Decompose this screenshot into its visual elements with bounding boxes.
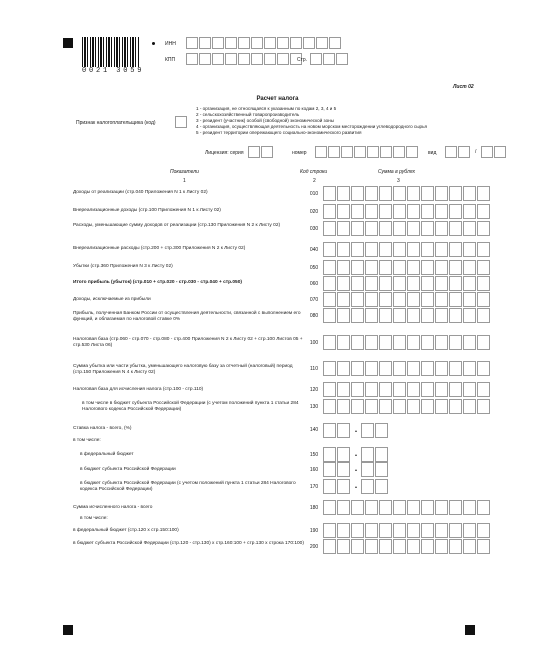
entry-cell[interactable] xyxy=(379,500,392,515)
amount-field-100[interactable] xyxy=(323,335,491,350)
entry-cell[interactable] xyxy=(477,539,490,554)
entry-cell[interactable] xyxy=(375,447,388,462)
entry-cell[interactable] xyxy=(463,260,476,275)
entry-cell[interactable] xyxy=(361,423,374,438)
row-label-010: Доходы от реализации (стр.040 Приложения N 1 к Листу 02) xyxy=(73,190,208,195)
license-series-label: Лицензия: серия xyxy=(205,150,244,156)
entry-cell[interactable] xyxy=(421,204,434,219)
entry-cell[interactable] xyxy=(463,361,476,376)
entry-cell[interactable] xyxy=(407,308,420,323)
entry-cell[interactable] xyxy=(379,361,392,376)
row-label-070: Доходы, исключаемые из прибыли xyxy=(73,297,151,302)
entry-cell[interactable] xyxy=(477,382,490,397)
entry-cell[interactable] xyxy=(393,523,406,538)
entry-cell[interactable] xyxy=(449,308,462,323)
entry-cell[interactable] xyxy=(365,539,378,554)
entry-cell[interactable] xyxy=(337,335,350,350)
entry-cell[interactable] xyxy=(323,479,336,494)
row-label-100: Налоговая база (стр.060 - стр.070 - стр.080 - стр.400 Приложения N 2 к Листу 02 + стр.100 Листов 05 + стр.530 Листа 06) xyxy=(73,337,303,348)
taxpayer-option-5: 5 - резидент территории опережающего социально-экономического развития xyxy=(196,130,362,135)
license-slash: / xyxy=(475,149,477,155)
row-code-040: 040 xyxy=(309,247,319,253)
row-code-080: 080 xyxy=(309,313,319,319)
page-field[interactable] xyxy=(310,53,349,65)
row-code-050: 050 xyxy=(309,265,319,271)
inn-label: ИНН xyxy=(165,41,176,47)
entry-cell[interactable] xyxy=(379,382,392,397)
entry-cell[interactable] xyxy=(337,276,350,291)
entry-cell[interactable] xyxy=(449,335,462,350)
entry-cell[interactable] xyxy=(477,399,490,414)
license-number-field[interactable] xyxy=(315,146,419,158)
entry-cell[interactable] xyxy=(323,500,336,515)
corner-marker-bottom-left xyxy=(63,625,73,635)
entry-cell[interactable] xyxy=(421,276,434,291)
entry-cell[interactable] xyxy=(421,292,434,307)
rate-field-170[interactable] xyxy=(323,479,389,494)
entry-cell[interactable] xyxy=(421,523,434,538)
entry-cell[interactable] xyxy=(435,539,448,554)
corner-marker-top-left xyxy=(63,38,73,48)
entry-cell[interactable] xyxy=(323,523,336,538)
entry-cell[interactable] xyxy=(361,479,374,494)
entry-cell[interactable] xyxy=(421,361,434,376)
entry-cell[interactable] xyxy=(337,242,350,257)
entry-cell[interactable] xyxy=(435,399,448,414)
row-code-110: 110 xyxy=(310,366,318,372)
rate-field-140[interactable] xyxy=(323,423,389,438)
amount-field-200[interactable] xyxy=(323,539,491,554)
row-code-130: 130 xyxy=(309,404,319,410)
entry-cell[interactable] xyxy=(351,308,364,323)
entry-cell[interactable] xyxy=(449,292,462,307)
entry-cell[interactable] xyxy=(351,221,364,236)
license-type-field-2[interactable] xyxy=(481,146,507,158)
entry-cell[interactable] xyxy=(365,242,378,257)
entry-cell[interactable] xyxy=(337,423,350,438)
entry-cell[interactable] xyxy=(477,523,490,538)
sheet-number: Лист 02 xyxy=(453,84,474,90)
entry-cell[interactable] xyxy=(337,523,350,538)
entry-cell[interactable] xyxy=(375,462,388,477)
entry-cell[interactable] xyxy=(435,204,448,219)
entry-cell[interactable] xyxy=(463,221,476,236)
entry-cell[interactable] xyxy=(435,361,448,376)
entry-cell[interactable] xyxy=(463,204,476,219)
amount-field-130[interactable] xyxy=(323,399,491,414)
entry-cell[interactable] xyxy=(421,186,434,201)
entry-cell[interactable] xyxy=(337,539,350,554)
entry-cell[interactable] xyxy=(351,523,364,538)
entry-cell[interactable] xyxy=(351,292,364,307)
entry-cell[interactable] xyxy=(421,260,434,275)
inn-field[interactable] xyxy=(186,37,342,49)
row-code-140: 140 xyxy=(309,427,319,433)
entry-cell[interactable] xyxy=(393,382,406,397)
header-dot xyxy=(152,42,155,45)
entry-cell[interactable] xyxy=(421,500,434,515)
entry-cell[interactable] xyxy=(379,292,392,307)
row-label-170: в бюджет субъекта Российской Федерации (с учетом положений пункта 1 статьи 284 Налогового кодекса Российской Федерации) xyxy=(80,481,296,492)
rate-field-150[interactable] xyxy=(323,447,389,462)
entry-cell[interactable] xyxy=(435,335,448,350)
entry-cell[interactable] xyxy=(449,361,462,376)
entry-cell[interactable] xyxy=(351,186,364,201)
row-label-080: Прибыль, полученная Банком России от осуществления деятельности, связанной с выполнением его функций, и облагаемая по налоговой ставке 0% xyxy=(73,311,301,322)
row-label-120: Налоговая база для исчисления налога (стр.100 - стр.110) xyxy=(73,387,204,392)
entry-cell[interactable] xyxy=(449,500,462,515)
row-code-010: 010 xyxy=(309,191,319,197)
entry-cell[interactable] xyxy=(337,260,350,275)
entry-cell[interactable] xyxy=(323,308,336,323)
entry-cell[interactable] xyxy=(379,221,392,236)
entry-cell[interactable] xyxy=(337,186,350,201)
row-code-120: 120 xyxy=(309,387,319,393)
row-label-040: Внереализационные расходы (стр.200 + стр.300 Приложения N 2 к Листу 02) xyxy=(73,246,246,251)
row-label-130: в том числе в бюджет субъекта Российской Федерации (с учетом положений пункта 1 статьи 284 Налогового кодекса Российской Федерации) xyxy=(82,401,299,412)
entry-cell[interactable] xyxy=(365,382,378,397)
entry-cell[interactable] xyxy=(393,276,406,291)
entry-cell[interactable] xyxy=(449,276,462,291)
entry-cell[interactable] xyxy=(477,308,490,323)
kpp-field[interactable] xyxy=(186,53,303,65)
entry-cell[interactable] xyxy=(407,382,420,397)
entry-cell[interactable] xyxy=(393,292,406,307)
entry-cell[interactable] xyxy=(365,221,378,236)
entry-cell[interactable] xyxy=(421,539,434,554)
amount-field-070[interactable] xyxy=(323,292,491,307)
entry-cell[interactable] xyxy=(463,292,476,307)
entry-cell[interactable] xyxy=(435,382,448,397)
entry-cell[interactable] xyxy=(323,361,336,376)
entry-cell[interactable] xyxy=(449,186,462,201)
row-label-050: Убытки (стр.360 Приложения N 3 к Листу 02) xyxy=(73,264,173,269)
entry-cell[interactable] xyxy=(365,335,378,350)
amount-field-180[interactable] xyxy=(323,500,491,515)
column-number-2: 2 xyxy=(313,178,316,184)
entry-cell[interactable] xyxy=(477,292,490,307)
entry-cell[interactable] xyxy=(477,242,490,257)
entry-cell[interactable] xyxy=(365,500,378,515)
license-number-label: номер xyxy=(292,150,307,156)
entry-cell[interactable] xyxy=(361,447,374,462)
taxpayer-option-1: 1 - организация, не относящаяся к указанным по кодам 2, 3, 4 и 5 xyxy=(196,106,337,111)
row-label-020: Внереализационные доходы (стр.100 Приложения N 1 к Листу 02) xyxy=(73,208,221,213)
entry-cell[interactable] xyxy=(379,242,392,257)
taxpayer-option-2: 2 - сельскохозяйственный товаропроизводитель xyxy=(196,112,300,117)
entry-cell[interactable] xyxy=(407,539,420,554)
entry-cell[interactable] xyxy=(435,260,448,275)
license-type-field-1[interactable] xyxy=(445,146,471,158)
entry-cell[interactable] xyxy=(449,539,462,554)
entry-cell[interactable] xyxy=(407,500,420,515)
row-code-160: 160 xyxy=(309,467,319,473)
row-label-140: Ставка налога - всего, (%) xyxy=(73,426,132,431)
entry-cell[interactable] xyxy=(379,335,392,350)
entry-cell[interactable] xyxy=(407,276,420,291)
entry-cell[interactable] xyxy=(407,260,420,275)
entry-cell[interactable] xyxy=(337,382,350,397)
amount-field-110[interactable] xyxy=(323,361,491,376)
entry-cell[interactable] xyxy=(365,260,378,275)
amount-field-030[interactable] xyxy=(323,221,491,236)
license-series-field[interactable] xyxy=(248,146,274,158)
entry-cell[interactable] xyxy=(337,479,350,494)
page-label: Стр. xyxy=(297,57,308,63)
entry-cell[interactable] xyxy=(393,221,406,236)
entry-cell[interactable] xyxy=(323,242,336,257)
entry-cell[interactable] xyxy=(365,204,378,219)
entry-cell[interactable] xyxy=(463,308,476,323)
entry-cell[interactable] xyxy=(351,204,364,219)
entry-cell[interactable] xyxy=(351,361,364,376)
entry-cell[interactable] xyxy=(337,361,350,376)
entry-cell[interactable] xyxy=(365,186,378,201)
taxpayer-sign-field[interactable] xyxy=(175,116,188,128)
entry-cell[interactable] xyxy=(337,221,350,236)
taxpayer-option-4: 4 - организация, осуществляющая деятельность на новом морском месторождении углеводородного сырья xyxy=(196,124,427,129)
entry-cell[interactable] xyxy=(323,447,336,462)
entry-cell[interactable] xyxy=(449,204,462,219)
entry-cell[interactable] xyxy=(323,423,336,438)
entry-cell[interactable] xyxy=(365,361,378,376)
entry-cell[interactable] xyxy=(421,335,434,350)
row-code-170: 170 xyxy=(309,484,319,490)
entry-cell[interactable] xyxy=(435,242,448,257)
entry-cell[interactable] xyxy=(365,523,378,538)
entry-cell[interactable] xyxy=(421,382,434,397)
entry-cell[interactable] xyxy=(477,500,490,515)
taxpayer-option-3: 3 - резидент (участник) особой (свободной) экономической зоны xyxy=(196,118,334,123)
entry-cell[interactable] xyxy=(463,523,476,538)
entry-cell[interactable] xyxy=(421,399,434,414)
row-label-150: в федеральный бюджет xyxy=(80,452,134,457)
entry-cell[interactable] xyxy=(477,276,490,291)
decimal-point: . xyxy=(354,424,358,434)
entry-cell[interactable] xyxy=(379,276,392,291)
entry-cell[interactable] xyxy=(477,335,490,350)
entry-cell[interactable] xyxy=(379,308,392,323)
entry-cell[interactable] xyxy=(435,186,448,201)
row-code-060: 060 xyxy=(309,281,319,287)
entry-cell[interactable] xyxy=(463,382,476,397)
row-code-070: 070 xyxy=(309,297,319,303)
entry-cell[interactable] xyxy=(393,186,406,201)
entry-cell[interactable] xyxy=(477,361,490,376)
entry-cell[interactable] xyxy=(393,399,406,414)
entry-cell[interactable] xyxy=(351,335,364,350)
entry-cell[interactable] xyxy=(365,276,378,291)
rate-field-160[interactable] xyxy=(323,462,389,477)
entry-cell[interactable] xyxy=(463,276,476,291)
entry-cell[interactable] xyxy=(393,500,406,515)
decimal-point: . xyxy=(354,463,358,473)
entry-cell[interactable] xyxy=(477,221,490,236)
row-label-including-2: в том числе: xyxy=(80,516,108,521)
entry-cell[interactable] xyxy=(407,399,420,414)
entry-cell[interactable] xyxy=(463,399,476,414)
entry-cell[interactable] xyxy=(323,276,336,291)
entry-cell[interactable] xyxy=(407,221,420,236)
entry-cell[interactable] xyxy=(477,260,490,275)
entry-cell[interactable] xyxy=(407,242,420,257)
entry-cell[interactable] xyxy=(379,399,392,414)
decimal-point: . xyxy=(354,480,358,490)
amount-field-120[interactable] xyxy=(323,382,491,397)
entry-cell[interactable] xyxy=(337,447,350,462)
entry-cell[interactable] xyxy=(393,308,406,323)
entry-cell[interactable] xyxy=(323,539,336,554)
row-label-160: в бюджет субъекта Российской Федерации xyxy=(80,467,176,472)
amount-field-190[interactable] xyxy=(323,523,491,538)
entry-cell[interactable] xyxy=(393,539,406,554)
entry-cell[interactable] xyxy=(393,242,406,257)
entry-cell[interactable] xyxy=(435,308,448,323)
entry-cell[interactable] xyxy=(435,523,448,538)
row-code-180: 180 xyxy=(309,505,319,511)
entry-cell[interactable] xyxy=(393,361,406,376)
entry-cell[interactable] xyxy=(337,462,350,477)
entry-cell[interactable] xyxy=(323,399,336,414)
entry-cell[interactable] xyxy=(351,539,364,554)
row-label-180: Сумма исчисленного налога - всего xyxy=(73,505,153,510)
entry-cell[interactable] xyxy=(449,523,462,538)
entry-cell[interactable] xyxy=(407,186,420,201)
entry-cell[interactable] xyxy=(463,539,476,554)
entry-cell[interactable] xyxy=(351,399,364,414)
entry-cell[interactable] xyxy=(463,186,476,201)
entry-cell[interactable] xyxy=(435,500,448,515)
entry-cell[interactable] xyxy=(421,242,434,257)
corner-marker-bottom-right xyxy=(465,625,475,635)
entry-cell[interactable] xyxy=(435,221,448,236)
entry-cell[interactable] xyxy=(379,539,392,554)
entry-cell[interactable] xyxy=(361,462,374,477)
entry-cell[interactable] xyxy=(375,423,388,438)
entry-cell[interactable] xyxy=(365,399,378,414)
entry-cell[interactable] xyxy=(365,308,378,323)
entry-cell[interactable] xyxy=(463,335,476,350)
entry-cell[interactable] xyxy=(393,335,406,350)
entry-cell[interactable] xyxy=(337,204,350,219)
entry-cell[interactable] xyxy=(323,204,336,219)
row-code-030: 030 xyxy=(309,226,319,232)
entry-cell[interactable] xyxy=(449,382,462,397)
amount-field-010[interactable] xyxy=(323,186,491,201)
entry-cell[interactable] xyxy=(463,500,476,515)
column-number-1: 1 xyxy=(183,178,186,184)
entry-cell[interactable] xyxy=(337,292,350,307)
row-code-150: 150 xyxy=(309,452,319,458)
entry-cell[interactable] xyxy=(407,335,420,350)
entry-cell[interactable] xyxy=(351,382,364,397)
row-code-020: 020 xyxy=(309,209,319,215)
entry-cell[interactable] xyxy=(365,292,378,307)
entry-cell[interactable] xyxy=(477,204,490,219)
entry-cell[interactable] xyxy=(323,260,336,275)
row-label-060: Итого прибыль (убыток) (стр.010 + стр.020 - стр.030 - стр.040 + стр.050) xyxy=(73,280,242,285)
amount-field-060[interactable] xyxy=(323,276,491,291)
entry-cell[interactable] xyxy=(421,221,434,236)
entry-cell[interactable] xyxy=(337,308,350,323)
entry-cell[interactable] xyxy=(449,260,462,275)
barcode xyxy=(82,37,140,67)
entry-cell[interactable] xyxy=(449,221,462,236)
decimal-point: . xyxy=(354,448,358,458)
entry-cell[interactable] xyxy=(351,242,364,257)
row-label-030: Расходы, уменьшающие сумму доходов от реализации (стр.130 Приложения N 2 к Листу 02) xyxy=(73,223,281,228)
amount-field-050[interactable] xyxy=(323,260,491,275)
row-label-200: в бюджет субъекта Российской Федерации (стр.120 - стр.130) х стр.160:100 + стр.130 х строка 170:100) xyxy=(73,541,304,546)
entry-cell[interactable] xyxy=(323,462,336,477)
license-type-label: вид xyxy=(428,150,437,156)
row-code-200: 200 xyxy=(309,544,319,550)
column-indicators: Показатели xyxy=(170,169,199,175)
entry-cell[interactable] xyxy=(379,260,392,275)
row-code-100: 100 xyxy=(309,340,319,346)
entry-cell[interactable] xyxy=(323,335,336,350)
entry-cell[interactable] xyxy=(393,260,406,275)
entry-cell[interactable] xyxy=(337,500,350,515)
entry-cell[interactable] xyxy=(407,204,420,219)
entry-cell[interactable] xyxy=(379,204,392,219)
entry-cell[interactable] xyxy=(449,399,462,414)
amount-field-020[interactable] xyxy=(323,204,491,219)
entry-cell[interactable] xyxy=(375,479,388,494)
entry-cell[interactable] xyxy=(421,308,434,323)
row-label-190: в федеральный бюджет (стр.120 х стр.150:100) xyxy=(73,528,179,533)
entry-cell[interactable] xyxy=(351,500,364,515)
entry-cell[interactable] xyxy=(407,292,420,307)
entry-cell[interactable] xyxy=(351,260,364,275)
entry-cell[interactable] xyxy=(337,399,350,414)
entry-cell[interactable] xyxy=(435,276,448,291)
entry-cell[interactable] xyxy=(435,292,448,307)
amount-field-080[interactable] xyxy=(323,308,491,323)
entry-cell[interactable] xyxy=(407,361,420,376)
form-title: Расчет налога xyxy=(256,96,299,102)
entry-cell[interactable] xyxy=(323,382,336,397)
entry-cell[interactable] xyxy=(323,221,336,236)
row-label-110: Сумма убытка или части убытка, уменьшающего налоговую базу за отчетный (налоговый) период (стр.150 Приложения N 4 к Листу 02) xyxy=(73,364,293,375)
entry-cell[interactable] xyxy=(463,242,476,257)
amount-field-040[interactable] xyxy=(323,242,491,257)
entry-cell[interactable] xyxy=(379,186,392,201)
entry-cell[interactable] xyxy=(351,276,364,291)
taxpayer-sign-label: Признак налогоплательщика (код) xyxy=(76,120,156,126)
entry-cell[interactable] xyxy=(323,292,336,307)
row-code-190: 190 xyxy=(309,528,319,534)
entry-cell[interactable] xyxy=(407,523,420,538)
barcode-number: 0 0 2 1 3 0 5 9 xyxy=(82,67,142,75)
column-line-code: Код строки xyxy=(300,169,328,175)
row-label-including-1: в том числе: xyxy=(73,438,101,443)
entry-cell[interactable] xyxy=(379,523,392,538)
entry-cell[interactable] xyxy=(449,242,462,257)
column-number-3: 3 xyxy=(397,178,400,184)
entry-cell[interactable] xyxy=(393,204,406,219)
entry-cell[interactable] xyxy=(323,186,336,201)
entry-cell[interactable] xyxy=(477,186,490,201)
kpp-label: КПП xyxy=(165,57,176,63)
column-amount: Сумма в рублях xyxy=(378,169,415,175)
